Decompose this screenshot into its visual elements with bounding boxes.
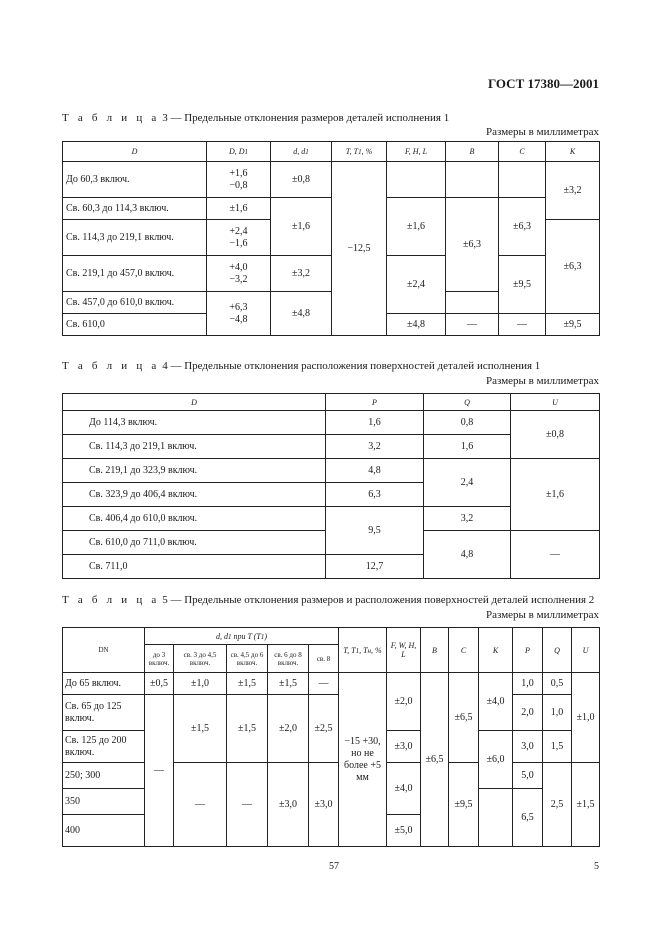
table-cell: 12,7 — [326, 555, 424, 579]
col-header-U: U — [511, 394, 600, 411]
table-cell: ±4,0 — [387, 763, 421, 815]
col-header-sub: до 3 включ. — [145, 645, 174, 673]
table-cell: −15 +30, но не более +5 мм — [339, 673, 387, 847]
table5-units: Размеры в миллиметрах — [486, 609, 599, 621]
table-cell: Св. 60,3 до 114,3 включ. — [63, 198, 207, 220]
col-header-sub: св. 8 — [309, 645, 339, 673]
table-cell: ±0,5 — [145, 673, 174, 695]
table-cell: ±2,5 — [309, 695, 339, 763]
table-cell: ±4,0 — [479, 673, 513, 731]
standard-code: ГОСТ 17380—2001 — [487, 76, 599, 91]
col-header-T: T, T1, % — [332, 142, 387, 162]
table-cell: 1,6 — [424, 435, 511, 459]
table-cell: −12,5 — [332, 162, 387, 336]
table-cell: До 114,3 включ. — [63, 411, 326, 435]
table-cell: 0,5 — [543, 673, 572, 695]
table-cell: 6,3 — [326, 483, 424, 507]
table3 — [62, 141, 600, 336]
table-cell: ±2,4 — [387, 256, 446, 314]
table-cell — [479, 789, 513, 847]
col-header-Q: Q — [424, 394, 511, 411]
table-cell: Св. 457,0 до 610,0 включ. — [63, 292, 207, 314]
table-cell: 1,0 — [543, 695, 572, 731]
table-cell: 0,8 — [424, 411, 511, 435]
table-cell: — — [499, 314, 546, 336]
table-cell: Св. 114,3 до 219,1 включ. — [63, 220, 207, 256]
table-cell: ±0,8 — [271, 162, 332, 198]
table-cell: ±6,0 — [479, 731, 513, 789]
table-cell — [446, 162, 499, 198]
table-cell: 4,8 — [326, 459, 424, 483]
table-cell: Св. 114,3 до 219,1 включ. — [63, 435, 326, 459]
col-header-B: B — [446, 142, 499, 162]
table-cell: — — [511, 531, 600, 579]
table-cell: ±6,5 — [421, 673, 449, 847]
table-cell: 250; 300 — [63, 763, 145, 789]
table-cell: 1,0 — [513, 673, 543, 695]
table-cell: Св. 323,9 до 406,4 включ. — [63, 483, 326, 507]
col-header-d1: d, d1 — [271, 142, 332, 162]
table-cell: 400 — [63, 815, 145, 847]
table-cell: ±6,3 — [446, 198, 499, 292]
col-header-B: B — [421, 628, 449, 673]
table-cell: ±6,3 — [499, 198, 546, 256]
table-cell: 6,5 — [513, 789, 543, 847]
table-cell: Св. 711,0 — [63, 555, 326, 579]
table-cell: ±2,0 — [268, 695, 309, 763]
table-cell: +1,6 −0,8 — [207, 162, 271, 198]
table-cell: 5,0 — [513, 763, 543, 789]
table-cell: 2,4 — [424, 459, 511, 507]
col-header-sub: св. 6 до 8 включ. — [268, 645, 309, 673]
col-header-K: K — [479, 628, 513, 673]
table-cell: 350 — [63, 789, 145, 815]
table-cell: 2,5 — [543, 763, 572, 847]
table-cell: — — [227, 763, 268, 847]
table-cell: +6,3 −4,8 — [207, 292, 271, 336]
table-cell: 3,2 — [424, 507, 511, 531]
table-cell: ±4,8 — [387, 314, 446, 336]
col-header-DN: DN — [63, 628, 145, 673]
col-header-T: T, T1, Tн, % — [339, 628, 387, 673]
table-cell: — — [446, 314, 499, 336]
table-cell: Св. 65 до 125 включ. — [63, 695, 145, 731]
table-cell: ±0,8 — [511, 411, 600, 459]
col-header-K: K — [546, 142, 600, 162]
table-cell: ±1,5 — [174, 695, 227, 763]
table-cell: ±1,6 — [207, 198, 271, 220]
col-header-FWHL: F, W, H, L — [387, 628, 421, 673]
col-header-D: D — [63, 142, 207, 162]
table4-units: Размеры в миллиметрах — [486, 375, 599, 387]
table-cell: ±9,5 — [499, 256, 546, 314]
table3-caption: Т а б л и ц а 3 — Предельные отклонения размеров деталей исполнения 1 — [62, 112, 450, 124]
col-header-D1: D, D1 — [207, 142, 271, 162]
col-header-FHL: F, H, L — [387, 142, 446, 162]
table-cell: ±6,3 — [546, 220, 600, 314]
table-cell: Св. 610,0 — [63, 314, 207, 336]
page-number: 57 — [329, 861, 339, 872]
col-header-C: C — [449, 628, 479, 673]
table-cell: ±1,6 — [511, 459, 600, 531]
table-cell: ±1,0 — [572, 673, 600, 763]
table-cell: ±3,0 — [309, 763, 339, 847]
col-header-Q: Q — [543, 628, 572, 673]
table-cell: ±1,0 — [174, 673, 227, 695]
table-cell: ±1,5 — [572, 763, 600, 847]
table-cell: ±9,5 — [546, 314, 600, 336]
table-cell: +4,0 −3,2 — [207, 256, 271, 292]
table-cell: 1,6 — [326, 411, 424, 435]
table-cell: ±3,0 — [268, 763, 309, 847]
col-header-P: P — [513, 628, 543, 673]
table-cell: Св. 219,1 до 457,0 включ. — [63, 256, 207, 292]
table-cell: ±2,0 — [387, 673, 421, 731]
col-header-d-group: d, d1 при T (T1) — [145, 628, 339, 645]
table-cell — [446, 292, 499, 314]
col-header-sub: св. 4,5 до 6 включ. — [227, 645, 268, 673]
table5-caption: Т а б л и ц а 5 — Предельные отклонения размеров и расположения поверхностей деталей исполнения 2 — [62, 594, 595, 606]
table-cell: ±1,5 — [268, 673, 309, 695]
table-cell: До 60,3 включ. — [63, 162, 207, 198]
col-header-sub: св. 3 до 4,5 включ. — [174, 645, 227, 673]
table-cell — [499, 162, 546, 198]
table-cell: ±3,2 — [271, 256, 332, 292]
table-cell: ±1,5 — [227, 695, 268, 763]
table-cell: ±1,5 — [227, 673, 268, 695]
table-cell: ±9,5 — [449, 763, 479, 847]
table-cell: Св. 406,4 до 610,0 включ. — [63, 507, 326, 531]
table-cell: ±1,6 — [387, 198, 446, 256]
table-cell: 1,5 — [543, 731, 572, 763]
table-cell: — — [145, 695, 174, 847]
table-cell: Св. 125 до 200 включ. — [63, 731, 145, 763]
table-cell: — — [309, 673, 339, 695]
page-number-right: 5 — [594, 861, 599, 872]
table-cell: 2,0 — [513, 695, 543, 731]
col-header-C: C — [499, 142, 546, 162]
col-header-P: P — [326, 394, 424, 411]
table-cell: Св. 219,1 до 323,9 включ. — [63, 459, 326, 483]
table-cell: ±5,0 — [387, 815, 421, 847]
table4-caption: Т а б л и ц а 4 — Предельные отклонения расположения поверхностей деталей исполнения 1 — [62, 360, 541, 372]
table5 — [62, 627, 600, 847]
table-cell: — — [174, 763, 227, 847]
table-cell — [387, 162, 446, 198]
col-header-D: D — [63, 394, 326, 411]
table-cell: До 65 включ. — [63, 673, 145, 695]
table-cell: 3,0 — [513, 731, 543, 763]
col-header-U: U — [572, 628, 600, 673]
table3-units: Размеры в миллиметрах — [486, 126, 599, 138]
table-cell: 3,2 — [326, 435, 424, 459]
table-cell: +2,4 −1,6 — [207, 220, 271, 256]
table4 — [62, 393, 600, 579]
table-cell: ±1,6 — [271, 198, 332, 256]
table-cell: ±3,2 — [546, 162, 600, 220]
table-cell: 9,5 — [326, 507, 424, 555]
table-cell: ±3,0 — [387, 731, 421, 763]
table-cell: ±4,8 — [271, 292, 332, 336]
table-cell: 4,8 — [424, 531, 511, 579]
table-cell: ±6,5 — [449, 673, 479, 763]
table-cell: Св. 610,0 до 711,0 включ. — [63, 531, 326, 555]
